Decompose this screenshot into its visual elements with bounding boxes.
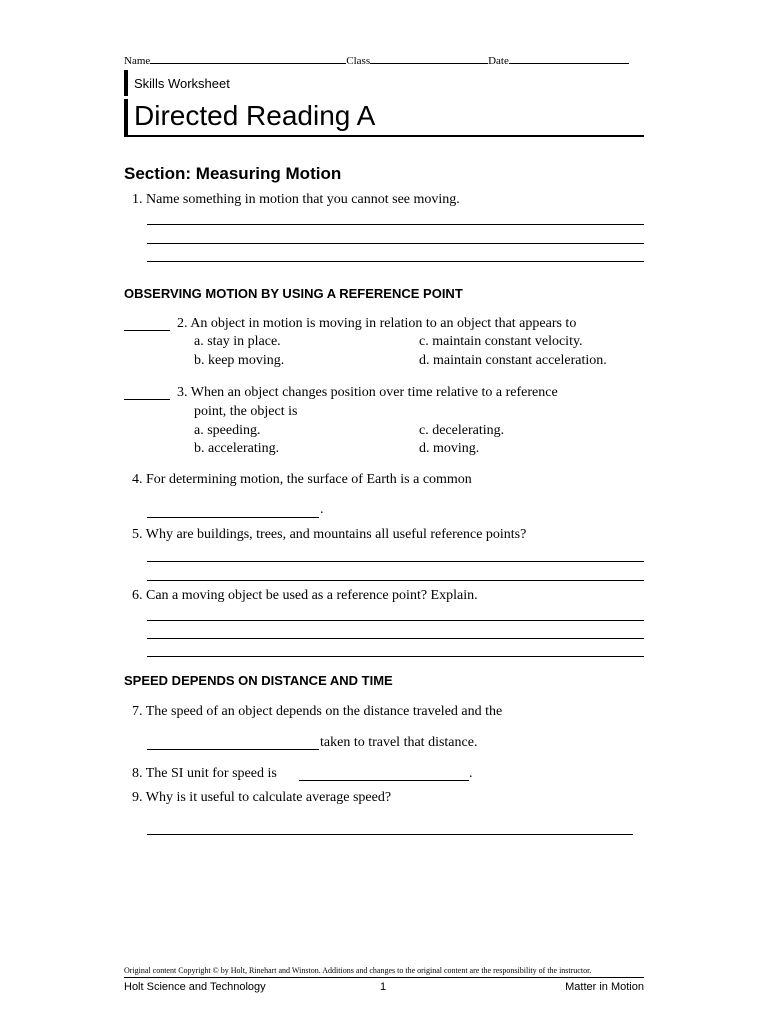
question-3-option-b: b. accelerating. bbox=[194, 441, 280, 456]
footer-chapter: Matter in Motion bbox=[565, 981, 644, 993]
section-title: Section: Measuring Motion bbox=[124, 164, 342, 183]
name-field[interactable] bbox=[150, 63, 346, 64]
question-5: 5. Why are buildings, trees, and mountains all useful reference points? bbox=[132, 527, 527, 542]
page-title: Directed Reading A bbox=[134, 100, 376, 131]
name-label: Name bbox=[124, 55, 151, 67]
answer-blank-4[interactable] bbox=[147, 517, 319, 518]
question-4-period: . bbox=[320, 502, 324, 517]
date-label: Date bbox=[488, 55, 509, 67]
question-1: 1. Name something in motion that you cannot see moving. bbox=[132, 192, 460, 207]
footer-page-number: 1 bbox=[380, 981, 387, 993]
question-6: 6. Can a moving object be used as a reference point? Explain. bbox=[132, 588, 478, 603]
question-3-option-d: d. moving. bbox=[419, 441, 480, 456]
question-3-stem-1: 3. When an object changes position over time relative to a reference bbox=[177, 385, 558, 400]
question-2-option-c: c. maintain constant velocity. bbox=[419, 334, 583, 349]
footer-rule bbox=[124, 977, 644, 978]
question-2-option-b: b. keep moving. bbox=[194, 353, 285, 368]
answer-blank-7[interactable] bbox=[147, 749, 319, 750]
answer-line-1c[interactable] bbox=[147, 261, 644, 262]
question-2-option-a: a. stay in place. bbox=[194, 334, 281, 349]
answer-line-9[interactable] bbox=[147, 834, 633, 835]
class-field[interactable] bbox=[370, 63, 488, 64]
answer-blank-8[interactable] bbox=[299, 780, 469, 781]
question-2-stem: 2. An object in motion is moving in relation to an object that appears to bbox=[177, 316, 577, 331]
heading-speed: SPEED DEPENDS ON DISTANCE AND TIME bbox=[124, 673, 393, 688]
question-7-line-1: 7. The speed of an object depends on the distance traveled and the bbox=[132, 704, 503, 719]
question-9: 9. Why is it useful to calculate average speed? bbox=[132, 790, 392, 805]
worksheet-label-bar bbox=[124, 70, 128, 96]
title-bar bbox=[124, 99, 128, 136]
question-2-option-d: d. maintain constant acceleration. bbox=[419, 353, 607, 368]
heading-reference-point: OBSERVING MOTION BY USING A REFERENCE POINT bbox=[124, 286, 463, 301]
question-8: 8. The SI unit for speed is bbox=[132, 766, 277, 781]
date-field[interactable] bbox=[509, 63, 629, 64]
answer-blank-3[interactable] bbox=[124, 399, 170, 400]
question-7-line-2: taken to travel that distance. bbox=[320, 735, 478, 750]
header-fields bbox=[124, 55, 629, 67]
title-rule bbox=[124, 135, 644, 137]
question-8-period: . bbox=[469, 766, 473, 781]
question-4: 4. For determining motion, the surface of Earth is a common bbox=[132, 472, 472, 487]
answer-line-1a[interactable] bbox=[147, 224, 644, 225]
footer-publisher: Holt Science and Technology bbox=[124, 981, 266, 993]
answer-line-5b[interactable] bbox=[147, 580, 644, 581]
answer-line-6c[interactable] bbox=[147, 656, 644, 657]
answer-line-6a[interactable] bbox=[147, 620, 644, 621]
answer-line-6b[interactable] bbox=[147, 638, 644, 639]
class-label: Class bbox=[346, 55, 371, 67]
copyright-notice: Original content Copyright © by Holt, Rinehart and Winston. Additions and changes to the original content are the responsibility of the instructor. bbox=[124, 966, 592, 975]
answer-blank-2[interactable] bbox=[124, 330, 170, 331]
answer-line-1b[interactable] bbox=[147, 243, 644, 244]
worksheet-type-label: Skills Worksheet bbox=[134, 76, 230, 91]
question-3-option-c: c. decelerating. bbox=[419, 423, 505, 438]
question-3-option-a: a. speeding. bbox=[194, 423, 261, 438]
question-3-stem-2: point, the object is bbox=[194, 404, 298, 419]
answer-line-5a[interactable] bbox=[147, 561, 644, 562]
